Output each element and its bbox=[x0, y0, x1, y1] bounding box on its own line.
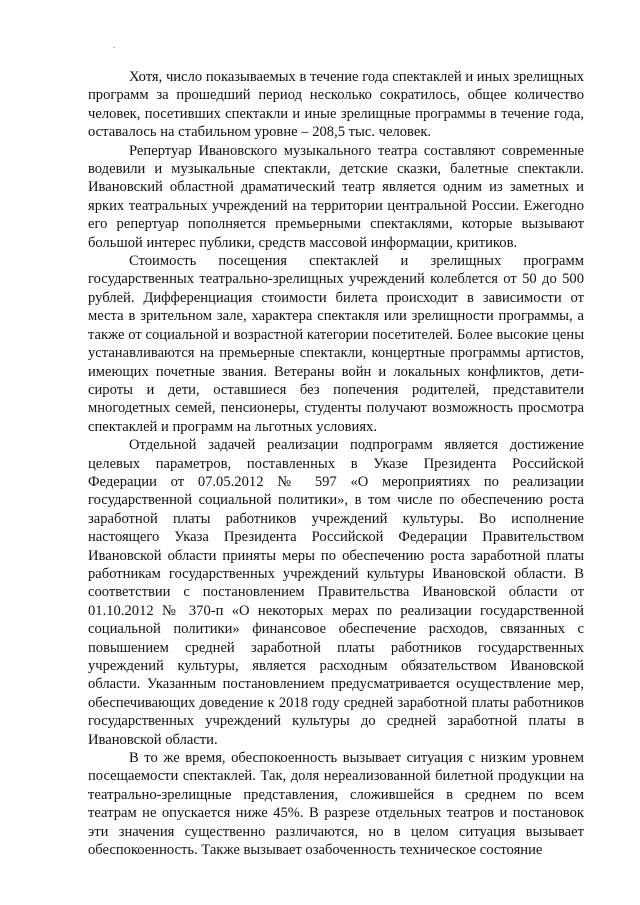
paragraph-salary-targets: Отдельной задачей реализации подпрограмм является достижение целевых параметров, поставленных в Указе Президента Российской Федерации от 07.05.2012 № 597 «О мероприятиях по реализации государственной социальной политики», в том числе по обеспечению роста заработной платы работников учреждений культуры. Во исполнение настоящего Указа Президента Российской Федерации Правительством Ивановской области приняты меры по обеспечению роста заработной платы работникам государственных учреждений культуры Ивановской области. В соответствии с постановлением Правительства Ивановской области от 01.10.2012 № 370-п «О некоторых мерах по реализации государственной социальной политики» финансовое обеспечение расходов, связанных с повышением средней заработной платы работников государственных учреждений культуры, является расходным обязательством Ивановской области. Указанным постановлением предусматривается осуществление мер, обеспечивающих доведение к 2018 году средней заработной платы работников государственных учреждений культуры до средней заработной платы в Ивановской области. bbox=[88, 437, 584, 748]
document-body bbox=[88, 68, 584, 859]
scan-speck bbox=[113, 47, 115, 48]
paragraph-repertoire: Репертуар Ивановского музыкального театра составляют современные водевили и музыкальные спектакли, детские сказки, балетные спектакли. Ивановский областной драматический театр является одним из заметных и ярких театральных учреждений на территории центральной России. Ежегодно его репертуар пополняется премьерными спектаклями, которые вызывают большой интерес публики, средств массовой информации, критиков. bbox=[88, 142, 584, 251]
paragraph-low-attendance: В то же время, обеспокоенность вызывает ситуация с низким уровнем посещаемости спектаклей. Так, доля нереализованной билетной продукции на театрально-зрелищные представления, сложившейся в среднем по всем театрам не опускается ниже 45%. В разрезе отдельных театров и постановок эти значения существенно различаются, но в целом ситуация вызывает обеспокоенность. Также вызывает озабоченность техническое состояние bbox=[88, 750, 584, 859]
paragraph-ticket-prices: Стоимость посещения спектаклей и зрелищных программ государственных театрально-зрелищных учреждений колеблется от 50 до 500 рублей. Дифференциация стоимости билета происходит в зависимости от места в зрительном зале, характера спектакля или зрелищности программы, а также от социальной и возрастной категории посетителей. Более высокие цены устанавливаются на премьерные спектакли, концертные программы артистов, имеющих почетные звания. Ветераны войн и локальных конфликтов, дети-сироты и дети, оставшиеся без попечения родителей, представители многодетных семей, пенсионеры, студенты получают возможность просмотра спектаклей и программ на льготных условиях. bbox=[88, 253, 584, 435]
paragraph-attendance: Хотя, число показываемых в течение года спектаклей и иных зрелищных программ за прошедший период несколько сократилось, общее количество человек, посетивших спектакли и иные зрелищные программы в течение года, оставалось на стабильном уровне – 208,5 тыс. человек. bbox=[88, 69, 584, 141]
